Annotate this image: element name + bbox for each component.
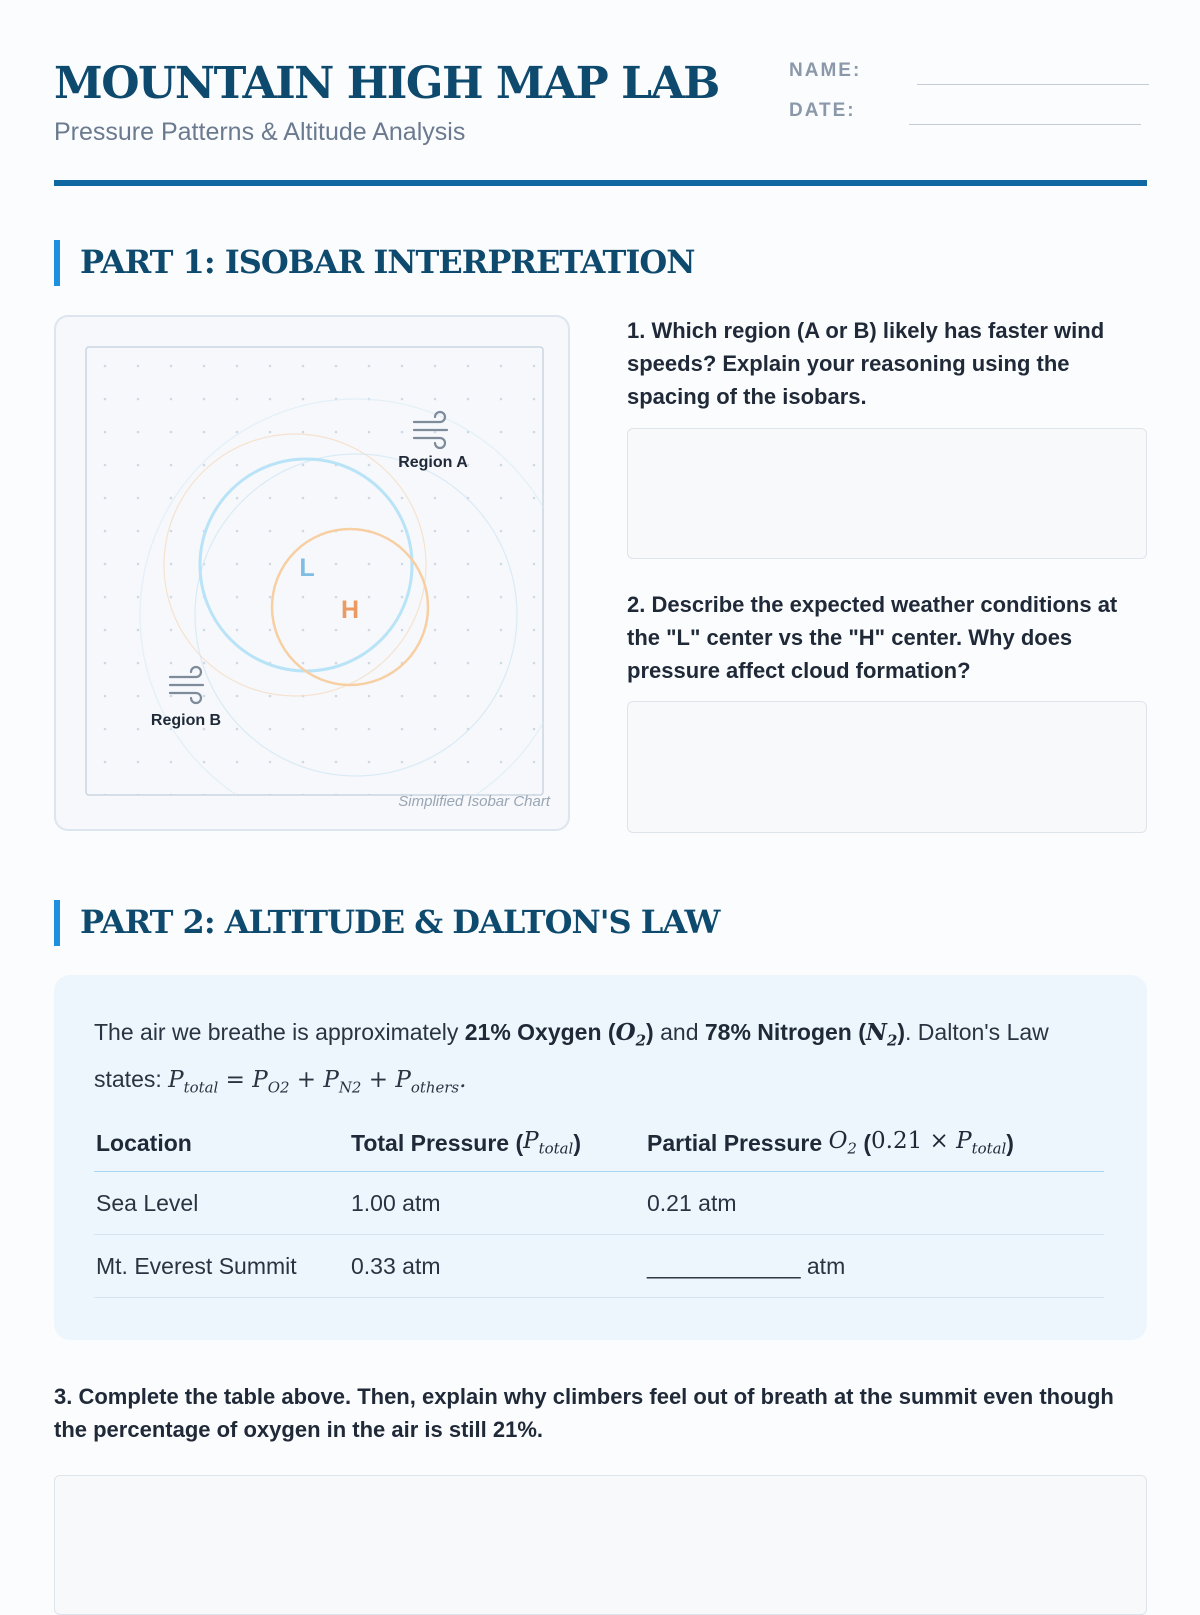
high-pressure-label: H [340, 596, 360, 624]
answer-box-2[interactable] [627, 701, 1147, 833]
table-header-row [94, 1115, 1104, 1172]
intro-text-3: . Dalton's Law states: [94, 1019, 1049, 1092]
name-row [789, 58, 1149, 98]
part1-heading-accent [54, 240, 60, 286]
part2-heading [54, 900, 1147, 946]
oxygen-percent: 21% Oxygen $(O_2)$ [464, 1019, 654, 1050]
region-b-label: Region B [150, 712, 222, 729]
row-location: Mt. Everest Summit [96, 1252, 297, 1279]
part1-heading-text: PART 1: ISOBAR INTERPRETATION [80, 243, 695, 281]
part2-heading-accent [54, 900, 60, 946]
row-location: Sea Level [96, 1189, 199, 1216]
date-row [789, 98, 1149, 138]
row-total-pressure: 0.33 atm [351, 1252, 441, 1279]
intro-text-1: The air we breathe is approximately [94, 1019, 465, 1045]
question-3: 3. Complete the table above. Then, explain why climbers feel out of breath at the summit even though the percentage of oxygen in the air is still 21%. [54, 1384, 1114, 1442]
n2-formula: $N_2$ [865, 1019, 898, 1050]
page-subtitle: Pressure Patterns & Altitude Analysis [54, 118, 466, 146]
table-row [94, 1172, 1104, 1235]
answer-box-1[interactable] [627, 428, 1147, 559]
header-divider [54, 180, 1147, 186]
row-partial-pressure-blank[interactable]: ____________ atm [647, 1252, 846, 1279]
isobar-chart [56, 317, 572, 833]
header-partial-pressure: Partial Pressure $O_2$ ( $0.21 \times P_{total}$ ) [647, 1128, 1014, 1158]
question-2: 2. Describe the expected weather conditions at the "L" center vs the "H" center. Why does pressure affect cloud formation? [627, 592, 1118, 683]
intro-text-2: and [653, 1019, 705, 1045]
name-label: NAME: [789, 60, 862, 81]
daltons-law-equation: $P_{total} = P_{O2} + P_{N2} + P_{others}$. [168, 1066, 467, 1097]
table-row [94, 1235, 1104, 1298]
map-caption: Simplified Isobar Chart [398, 793, 550, 810]
daltons-law-card [54, 975, 1147, 1340]
header-total-pressure: Total Pressure ( $P_{total}$ ) [351, 1128, 581, 1158]
question-1: 1. Which region (A or B) likely has faster wind speeds? Explain your reasoning using the spacing of the isobars. [627, 318, 1105, 409]
answer-box-3[interactable] [54, 1475, 1147, 1615]
part2-heading-text: PART 2: ALTITUDE & DALTON'S LAW [80, 903, 720, 941]
low-pressure-label: L [299, 554, 315, 582]
isobar-map [54, 315, 570, 831]
row-partial-pressure: 0.21 atm [647, 1189, 737, 1216]
header-location: Location [96, 1129, 192, 1156]
date-field-line[interactable] [909, 124, 1141, 125]
region-a-label: Region A [398, 454, 468, 471]
o2-formula: $O_2$ [615, 1019, 647, 1050]
date-label: DATE: [789, 100, 856, 121]
part1-heading [54, 240, 1147, 286]
daltons-law-intro [94, 1013, 1104, 1106]
header [54, 54, 1147, 188]
pressure-table [94, 1115, 1104, 1298]
worksheet-page [54, 0, 1147, 1600]
name-field-line[interactable] [917, 84, 1149, 85]
row-total-pressure: 1.00 atm [351, 1189, 441, 1216]
student-info [789, 58, 1149, 138]
page-title: MOUNTAIN HIGH MAP LAB [54, 58, 719, 109]
nitrogen-percent: 78% Nitrogen $(N_2)$ [704, 1019, 906, 1050]
